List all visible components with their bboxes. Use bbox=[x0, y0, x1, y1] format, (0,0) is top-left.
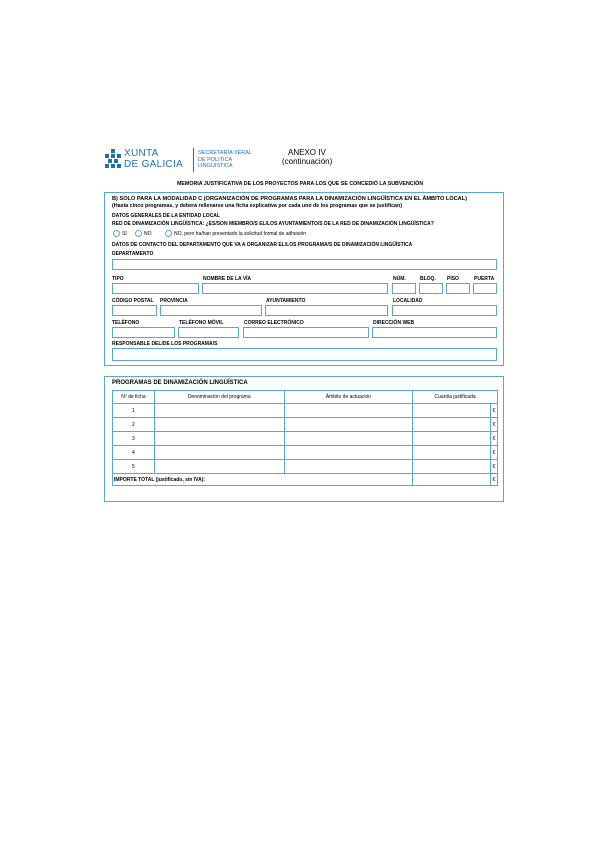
radio-no-circle[interactable] bbox=[135, 230, 142, 237]
row-number: 1 bbox=[113, 404, 155, 418]
radio-si-circle[interactable] bbox=[113, 230, 120, 237]
denominacion-cell[interactable] bbox=[154, 446, 284, 460]
xunta-emblem-icon bbox=[104, 149, 122, 171]
ambito-cell[interactable] bbox=[284, 460, 413, 474]
currency-symbol: € bbox=[490, 446, 497, 460]
provincia-field[interactable] bbox=[160, 305, 262, 316]
ayuntamiento-field[interactable] bbox=[265, 305, 388, 316]
denominacion-cell[interactable] bbox=[154, 460, 284, 474]
row-number: 2 bbox=[113, 418, 155, 432]
bloq-field[interactable] bbox=[419, 283, 443, 294]
radio-no-label: NO bbox=[144, 230, 152, 237]
currency-symbol: € bbox=[490, 418, 497, 432]
col-header-cuantia: Cuantía justificada bbox=[413, 391, 498, 404]
label-telefono: TELÉFONO bbox=[112, 320, 140, 326]
label-direccion-web: DIRECCIÓN WEB bbox=[373, 320, 415, 326]
dept-line-2: DE POLÍTICA bbox=[198, 156, 233, 163]
total-label: IMPORTE TOTAL (justificado, sin IVA): bbox=[113, 474, 413, 486]
col-header-ambito: Ámbito de actuación bbox=[284, 391, 413, 404]
denominacion-cell[interactable] bbox=[154, 432, 284, 446]
label-responsable: RESPONSABLE DEL/DE LOS PROGRAMA/S bbox=[112, 341, 218, 347]
col-header-denominacion: Denominación del programa bbox=[154, 391, 284, 404]
logo-text-galicia: DE GALICIA bbox=[124, 159, 184, 170]
label-departamento: DEPARTAMENTO bbox=[112, 251, 154, 257]
denominacion-cell[interactable] bbox=[154, 404, 284, 418]
dept-line-3: LINGÜÍSTICA bbox=[198, 163, 233, 169]
programs-title: PROGRAMAS DE DINAMIZACIÓN LINGÜÍSTICA bbox=[112, 380, 248, 386]
cuantia-cell[interactable] bbox=[413, 460, 491, 474]
radio-no[interactable] bbox=[135, 230, 152, 237]
total-currency-symbol: € bbox=[490, 474, 497, 486]
departamento-field[interactable] bbox=[112, 259, 497, 270]
label-nombre-via: NOMBRE DE LA VÍA bbox=[203, 276, 252, 282]
table-row bbox=[113, 432, 498, 446]
table-row bbox=[113, 404, 498, 418]
ambito-cell[interactable] bbox=[284, 432, 413, 446]
row-number: 5 bbox=[113, 460, 155, 474]
cuantia-cell[interactable] bbox=[413, 432, 491, 446]
radio-si-label: SÍ bbox=[122, 230, 127, 237]
currency-symbol: € bbox=[490, 432, 497, 446]
telefono-field[interactable] bbox=[112, 327, 175, 338]
ambito-cell[interactable] bbox=[284, 418, 413, 432]
denominacion-cell[interactable] bbox=[154, 418, 284, 432]
localidad-field[interactable] bbox=[392, 305, 497, 316]
annex-title: ANEXO IV bbox=[288, 148, 326, 157]
radio-no-adhesion-circle[interactable] bbox=[165, 230, 172, 237]
num-field[interactable] bbox=[392, 283, 416, 294]
label-puerta: PUERTA bbox=[474, 276, 495, 282]
section-b-title: B) SOLO PARA LA MODALIDAD C (ORGANIZACIÓN DE PROGRAMAS PARA LA DINAMIZACIÓN LINGÜÍSTICA EN EL ÁMBITO LOCAL) bbox=[112, 196, 467, 202]
ambito-cell[interactable] bbox=[284, 446, 413, 460]
codigo-postal-field[interactable] bbox=[112, 305, 157, 316]
label-correo: CORREO ELECTRÓNICO bbox=[244, 320, 304, 326]
radio-si[interactable] bbox=[113, 230, 127, 237]
network-question: RED DE DINAMIZACIÓN LINGÜÍSTICA: ¿ES/SON MIEMBRO/S EL/LOS AYUNTAMIENTO/S DE LA RED DE DINAMIZACIÓN LINGÜÍSTICA? bbox=[112, 221, 434, 227]
section-b-subtitle: (Hasta cinco programas, y deberá rellenarse una ficha explicativa por cada uno de los programas que se justifican) bbox=[112, 203, 402, 209]
document-title: MEMORIA JUSTIFICATIVA DE LOS PROYECTOS PARA LOS QUE SE CONCEDIÓ LA SUBVENCIÓN bbox=[176, 181, 424, 187]
label-localidad: LOCALIDAD bbox=[393, 298, 423, 304]
row-number: 3 bbox=[113, 432, 155, 446]
total-row bbox=[113, 474, 498, 486]
row-number: 4 bbox=[113, 446, 155, 460]
table-header-row bbox=[113, 391, 498, 404]
label-provincia: PROVINCIA bbox=[160, 298, 188, 304]
table-row bbox=[113, 418, 498, 432]
label-piso: PISO bbox=[447, 276, 459, 282]
col-header-ficha: Nº de ficha bbox=[113, 391, 155, 404]
general-data-heading: DATOS GENERALES DE LA ENTIDAD LOCAL bbox=[112, 213, 220, 219]
xunta-logo bbox=[104, 148, 190, 172]
label-codigo-postal: CÓDIGO POSTAL bbox=[112, 298, 154, 304]
cuantia-cell[interactable] bbox=[413, 446, 491, 460]
programs-table bbox=[112, 390, 498, 486]
responsable-field[interactable] bbox=[112, 348, 497, 361]
cuantia-cell[interactable] bbox=[413, 404, 491, 418]
logo-divider bbox=[193, 148, 194, 172]
piso-field[interactable] bbox=[446, 283, 470, 294]
department-name bbox=[198, 150, 252, 170]
contact-heading: DATOS DE CONTACTO DEL DEPARTAMENTO QUE VA A ORGANIZAR EL/LOS PROGRAMA/S DE DINAMIZACIÓN LINGÜÍSTICA bbox=[112, 242, 413, 248]
cuantia-cell[interactable] bbox=[413, 418, 491, 432]
nombre-via-field[interactable] bbox=[202, 283, 388, 294]
annex-subtitle: (continuación) bbox=[282, 157, 333, 166]
dept-line-1: SECRETARÍA XERAL bbox=[198, 150, 252, 156]
label-num: NÚM. bbox=[393, 276, 406, 282]
table-row bbox=[113, 446, 498, 460]
puerta-field[interactable] bbox=[473, 283, 497, 294]
radio-no-adhesion[interactable] bbox=[165, 230, 306, 237]
ambito-cell[interactable] bbox=[284, 404, 413, 418]
label-telefono-movil: TELÉFONO MÓVIL bbox=[179, 320, 224, 326]
direccion-web-field[interactable] bbox=[372, 327, 497, 338]
correo-field[interactable] bbox=[243, 327, 369, 338]
radio-no-adhesion-label: NO, pero ha/han presentado la solicitud formal de adhesión bbox=[174, 230, 307, 237]
label-ayuntamiento: AYUNTAMIENTO bbox=[266, 298, 306, 304]
total-cuantia-cell[interactable] bbox=[413, 474, 491, 486]
tipo-field[interactable] bbox=[112, 283, 199, 294]
label-bloq: BLOQ. bbox=[420, 276, 436, 282]
table-row bbox=[113, 460, 498, 474]
telefono-movil-field[interactable] bbox=[178, 327, 239, 338]
label-tipo: TIPO bbox=[112, 276, 124, 282]
currency-symbol: € bbox=[490, 404, 497, 418]
currency-symbol: € bbox=[490, 460, 497, 474]
logo-text-xunta: XUNTA bbox=[124, 148, 159, 159]
